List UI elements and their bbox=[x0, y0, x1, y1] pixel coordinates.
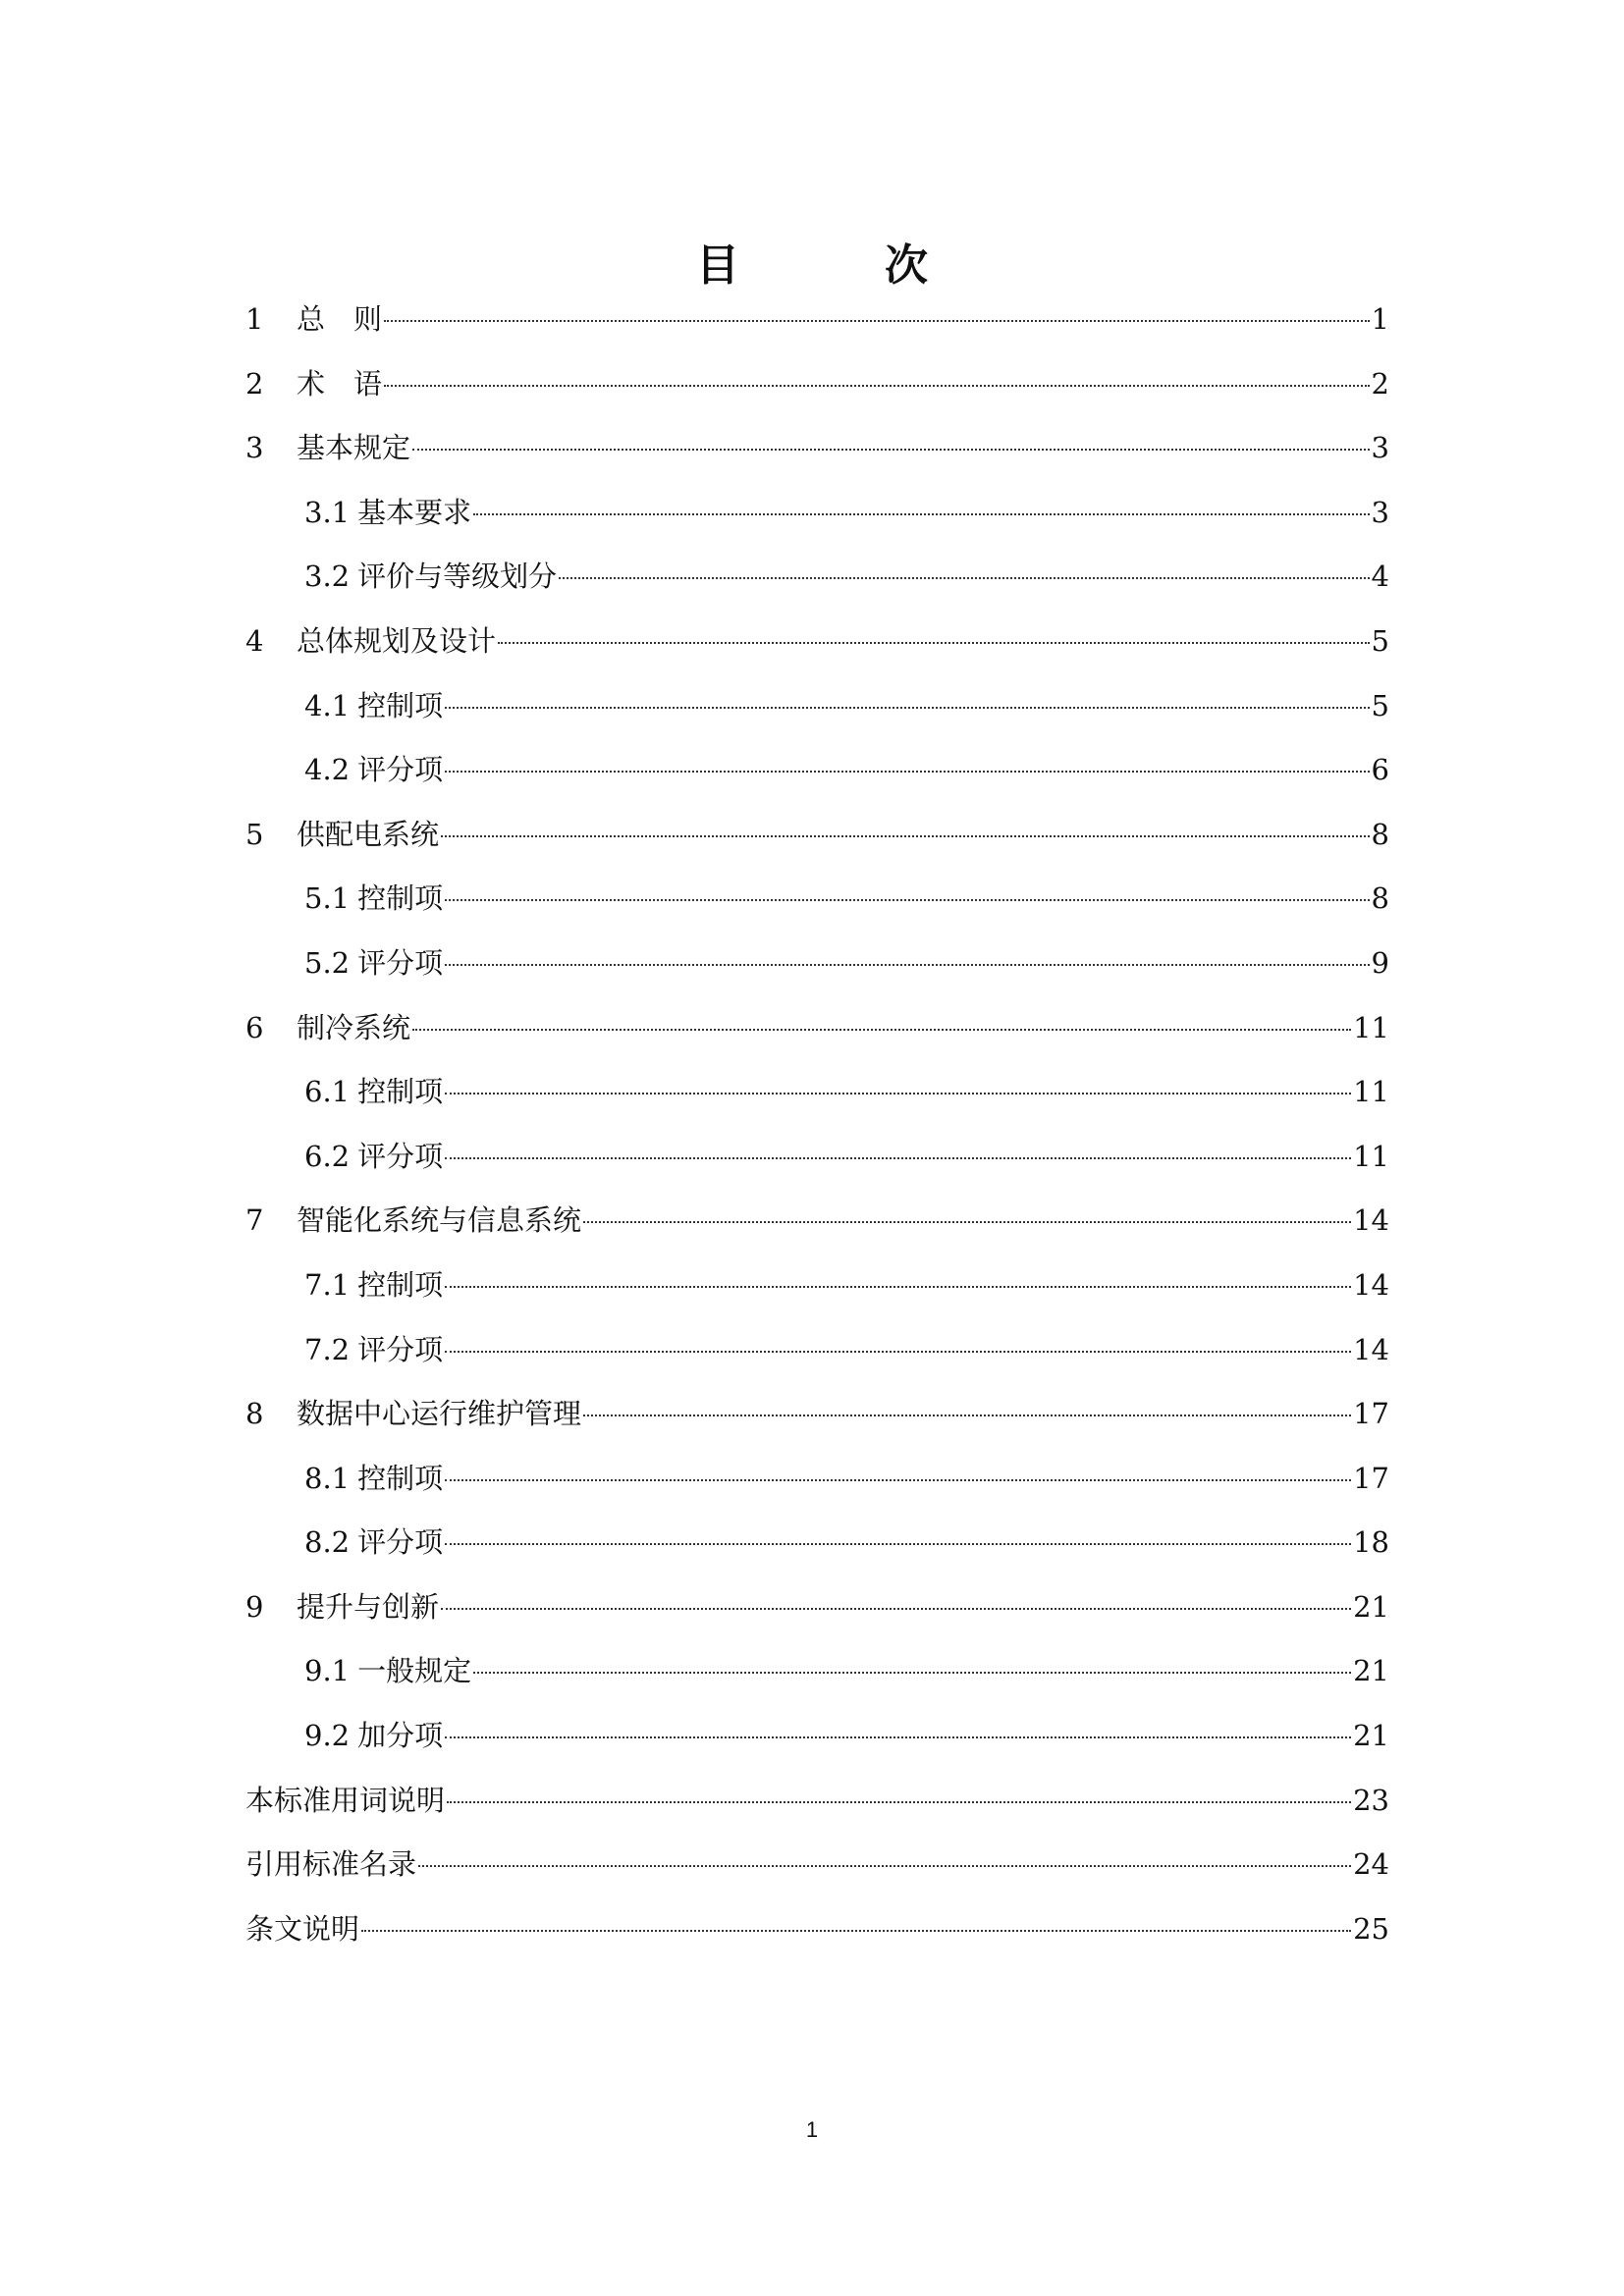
toc-entry-title: 控制项 bbox=[357, 1461, 444, 1495]
toc-entry-number: 3 bbox=[245, 431, 264, 465]
toc-entry-page: 23 bbox=[1353, 1783, 1389, 1817]
toc-entry-number: 9.2 bbox=[304, 1719, 351, 1753]
toc-dot-leader bbox=[384, 385, 1370, 387]
toc-dot-leader bbox=[445, 1286, 1351, 1288]
toc-dot-leader bbox=[583, 1415, 1351, 1416]
toc-dot-leader bbox=[441, 1608, 1351, 1610]
toc-entry[interactable] bbox=[245, 481, 1389, 546]
toc-entry[interactable] bbox=[245, 1897, 1389, 1962]
toc-entry-title: 总体规划及设计 bbox=[297, 623, 497, 658]
toc-dot-leader bbox=[445, 771, 1369, 773]
toc-entry[interactable] bbox=[245, 996, 1389, 1061]
page-title: 目 次 bbox=[696, 240, 979, 292]
toc-entry[interactable] bbox=[245, 1382, 1389, 1447]
toc-entry[interactable] bbox=[245, 352, 1389, 417]
toc-dot-leader bbox=[384, 320, 1370, 322]
toc-entry-title: 控制项 bbox=[357, 1267, 444, 1302]
toc-entry-page: 2 bbox=[1371, 366, 1389, 400]
toc-entry-page: 21 bbox=[1353, 1654, 1389, 1688]
toc-entry-title: 一般规定 bbox=[357, 1654, 472, 1688]
toc-entry-number: 4.1 bbox=[304, 688, 351, 722]
toc-entry-title: 加分项 bbox=[357, 1719, 444, 1753]
toc-entry-title: 控制项 bbox=[357, 1075, 444, 1109]
toc-entry-title: 基本规定 bbox=[297, 431, 411, 465]
toc-entry-number: 8 bbox=[245, 1397, 264, 1431]
toc-entry-title: 控制项 bbox=[357, 688, 444, 722]
toc-dot-leader bbox=[441, 835, 1370, 837]
toc-entry-number: 7.2 bbox=[304, 1332, 351, 1366]
toc-entry-title: 评分项 bbox=[357, 1525, 444, 1560]
toc-entry-title: 制冷系统 bbox=[297, 1010, 411, 1044]
toc-dot-leader bbox=[445, 1157, 1351, 1159]
toc-dot-leader bbox=[473, 1672, 1351, 1674]
toc-dot-leader bbox=[498, 642, 1370, 644]
toc-entry-title: 条文说明 bbox=[245, 1911, 360, 1946]
toc-dot-leader bbox=[418, 1865, 1351, 1867]
toc-entry[interactable] bbox=[245, 1833, 1389, 1897]
toc-entry[interactable] bbox=[245, 1125, 1389, 1190]
toc-entry-number: 5.1 bbox=[304, 881, 351, 916]
toc-entry-number: 3.1 bbox=[304, 495, 351, 529]
toc-entry-number: 6.2 bbox=[304, 1139, 351, 1173]
toc-entry[interactable] bbox=[245, 1769, 1389, 1834]
toc-dot-leader bbox=[445, 1093, 1351, 1095]
toc-entry[interactable] bbox=[245, 1060, 1389, 1125]
toc-dot-leader bbox=[445, 964, 1369, 966]
toc-entry-number: 4 bbox=[245, 623, 264, 658]
toc-entry-number: 4.2 bbox=[304, 753, 351, 787]
toc-dot-leader bbox=[445, 707, 1369, 709]
toc-entry-page: 17 bbox=[1353, 1397, 1389, 1431]
toc-entry-number: 6 bbox=[245, 1010, 264, 1044]
toc-entry-title: 控制项 bbox=[357, 881, 444, 916]
toc-entry-title: 总 则 bbox=[297, 302, 383, 336]
toc-entry-title: 术 语 bbox=[297, 366, 383, 400]
toc-entry-number: 3.2 bbox=[304, 560, 351, 594]
toc-entry[interactable] bbox=[245, 1318, 1389, 1383]
toc-entry-page: 14 bbox=[1353, 1332, 1389, 1366]
toc-entry-title: 评分项 bbox=[357, 1332, 444, 1366]
toc-entry[interactable] bbox=[245, 674, 1389, 739]
toc-entry-title: 基本要求 bbox=[357, 495, 472, 529]
toc-entry-page: 17 bbox=[1353, 1461, 1389, 1495]
toc-dot-leader bbox=[445, 1479, 1351, 1481]
toc-dot-leader bbox=[473, 513, 1369, 515]
toc-entry-page: 4 bbox=[1371, 560, 1389, 594]
toc-entry-number: 9.1 bbox=[304, 1654, 351, 1688]
toc-dot-leader bbox=[559, 577, 1369, 579]
toc-entry-number: 1 bbox=[245, 302, 264, 336]
toc-entry-page: 6 bbox=[1371, 753, 1389, 787]
toc-entry-title: 供配电系统 bbox=[297, 817, 440, 851]
toc-entry-number: 5.2 bbox=[304, 945, 351, 980]
toc-entry[interactable] bbox=[245, 1447, 1389, 1512]
toc-entry[interactable] bbox=[245, 545, 1389, 610]
toc-entry-title: 评分项 bbox=[357, 753, 444, 787]
toc-entry[interactable] bbox=[245, 1511, 1389, 1575]
toc-entry[interactable] bbox=[245, 867, 1389, 932]
toc-entry-number: 5 bbox=[245, 817, 264, 851]
toc-entry-page: 9 bbox=[1371, 945, 1389, 980]
toc-dot-leader bbox=[445, 1736, 1351, 1738]
toc-entry[interactable] bbox=[245, 288, 1389, 352]
toc-dot-leader bbox=[361, 1930, 1351, 1932]
toc-dot-leader bbox=[412, 449, 1370, 451]
toc-entry-page: 14 bbox=[1353, 1267, 1389, 1302]
toc-dot-leader bbox=[583, 1221, 1351, 1223]
toc-entry-title: 评价与等级划分 bbox=[357, 560, 558, 594]
toc-entry[interactable] bbox=[245, 803, 1389, 868]
toc-entry-number: 7.1 bbox=[304, 1267, 351, 1302]
toc-entry-title: 智能化系统与信息系统 bbox=[297, 1203, 582, 1238]
toc-entry[interactable] bbox=[245, 1189, 1389, 1254]
toc-entry-title: 数据中心运行维护管理 bbox=[297, 1397, 582, 1431]
toc-entry-page: 21 bbox=[1353, 1589, 1389, 1624]
toc-dot-leader bbox=[445, 899, 1369, 901]
toc-dot-leader bbox=[445, 1351, 1351, 1353]
toc-entry-page: 11 bbox=[1353, 1075, 1389, 1109]
toc-entry-page: 8 bbox=[1371, 817, 1389, 851]
table-of-contents bbox=[245, 288, 1389, 1961]
toc-entry-page: 25 bbox=[1353, 1911, 1389, 1946]
toc-entry-number: 2 bbox=[245, 366, 264, 400]
toc-entry-page: 1 bbox=[1371, 302, 1389, 336]
toc-entry[interactable] bbox=[245, 1575, 1389, 1640]
page-number: 1 bbox=[805, 2117, 819, 2142]
toc-entry-page: 24 bbox=[1353, 1847, 1389, 1882]
toc-dot-leader bbox=[445, 1543, 1351, 1545]
toc-entry-title: 本标准用词说明 bbox=[245, 1783, 446, 1817]
toc-dot-leader bbox=[447, 1801, 1351, 1803]
toc-entry-title: 评分项 bbox=[357, 945, 444, 980]
toc-entry[interactable] bbox=[245, 932, 1389, 996]
toc-dot-leader bbox=[412, 1029, 1351, 1031]
toc-entry-page: 21 bbox=[1353, 1719, 1389, 1753]
toc-entry-page: 14 bbox=[1353, 1203, 1389, 1238]
toc-entry-number: 6.1 bbox=[304, 1075, 351, 1109]
toc-entry-page: 11 bbox=[1353, 1010, 1389, 1044]
toc-entry-number: 8.1 bbox=[304, 1461, 351, 1495]
toc-entry[interactable] bbox=[245, 610, 1389, 674]
toc-entry-number: 9 bbox=[245, 1589, 264, 1624]
toc-entry-title: 评分项 bbox=[357, 1139, 444, 1173]
toc-entry[interactable] bbox=[245, 416, 1389, 481]
toc-entry-title: 提升与创新 bbox=[297, 1589, 440, 1624]
toc-entry-page: 11 bbox=[1353, 1139, 1389, 1173]
toc-entry-page: 18 bbox=[1353, 1525, 1389, 1560]
toc-entry-page: 3 bbox=[1371, 431, 1389, 465]
toc-entry[interactable] bbox=[245, 1704, 1389, 1769]
toc-entry-page: 3 bbox=[1371, 495, 1389, 529]
toc-entry[interactable] bbox=[245, 1254, 1389, 1318]
toc-entry-number: 7 bbox=[245, 1203, 264, 1238]
toc-entry-page: 5 bbox=[1371, 623, 1389, 658]
toc-entry-number: 8.2 bbox=[304, 1525, 351, 1560]
toc-entry-title: 引用标准名录 bbox=[245, 1847, 417, 1882]
toc-entry-page: 8 bbox=[1371, 881, 1389, 916]
toc-entry[interactable] bbox=[245, 738, 1389, 803]
toc-entry-page: 5 bbox=[1371, 688, 1389, 722]
toc-entry[interactable] bbox=[245, 1639, 1389, 1704]
